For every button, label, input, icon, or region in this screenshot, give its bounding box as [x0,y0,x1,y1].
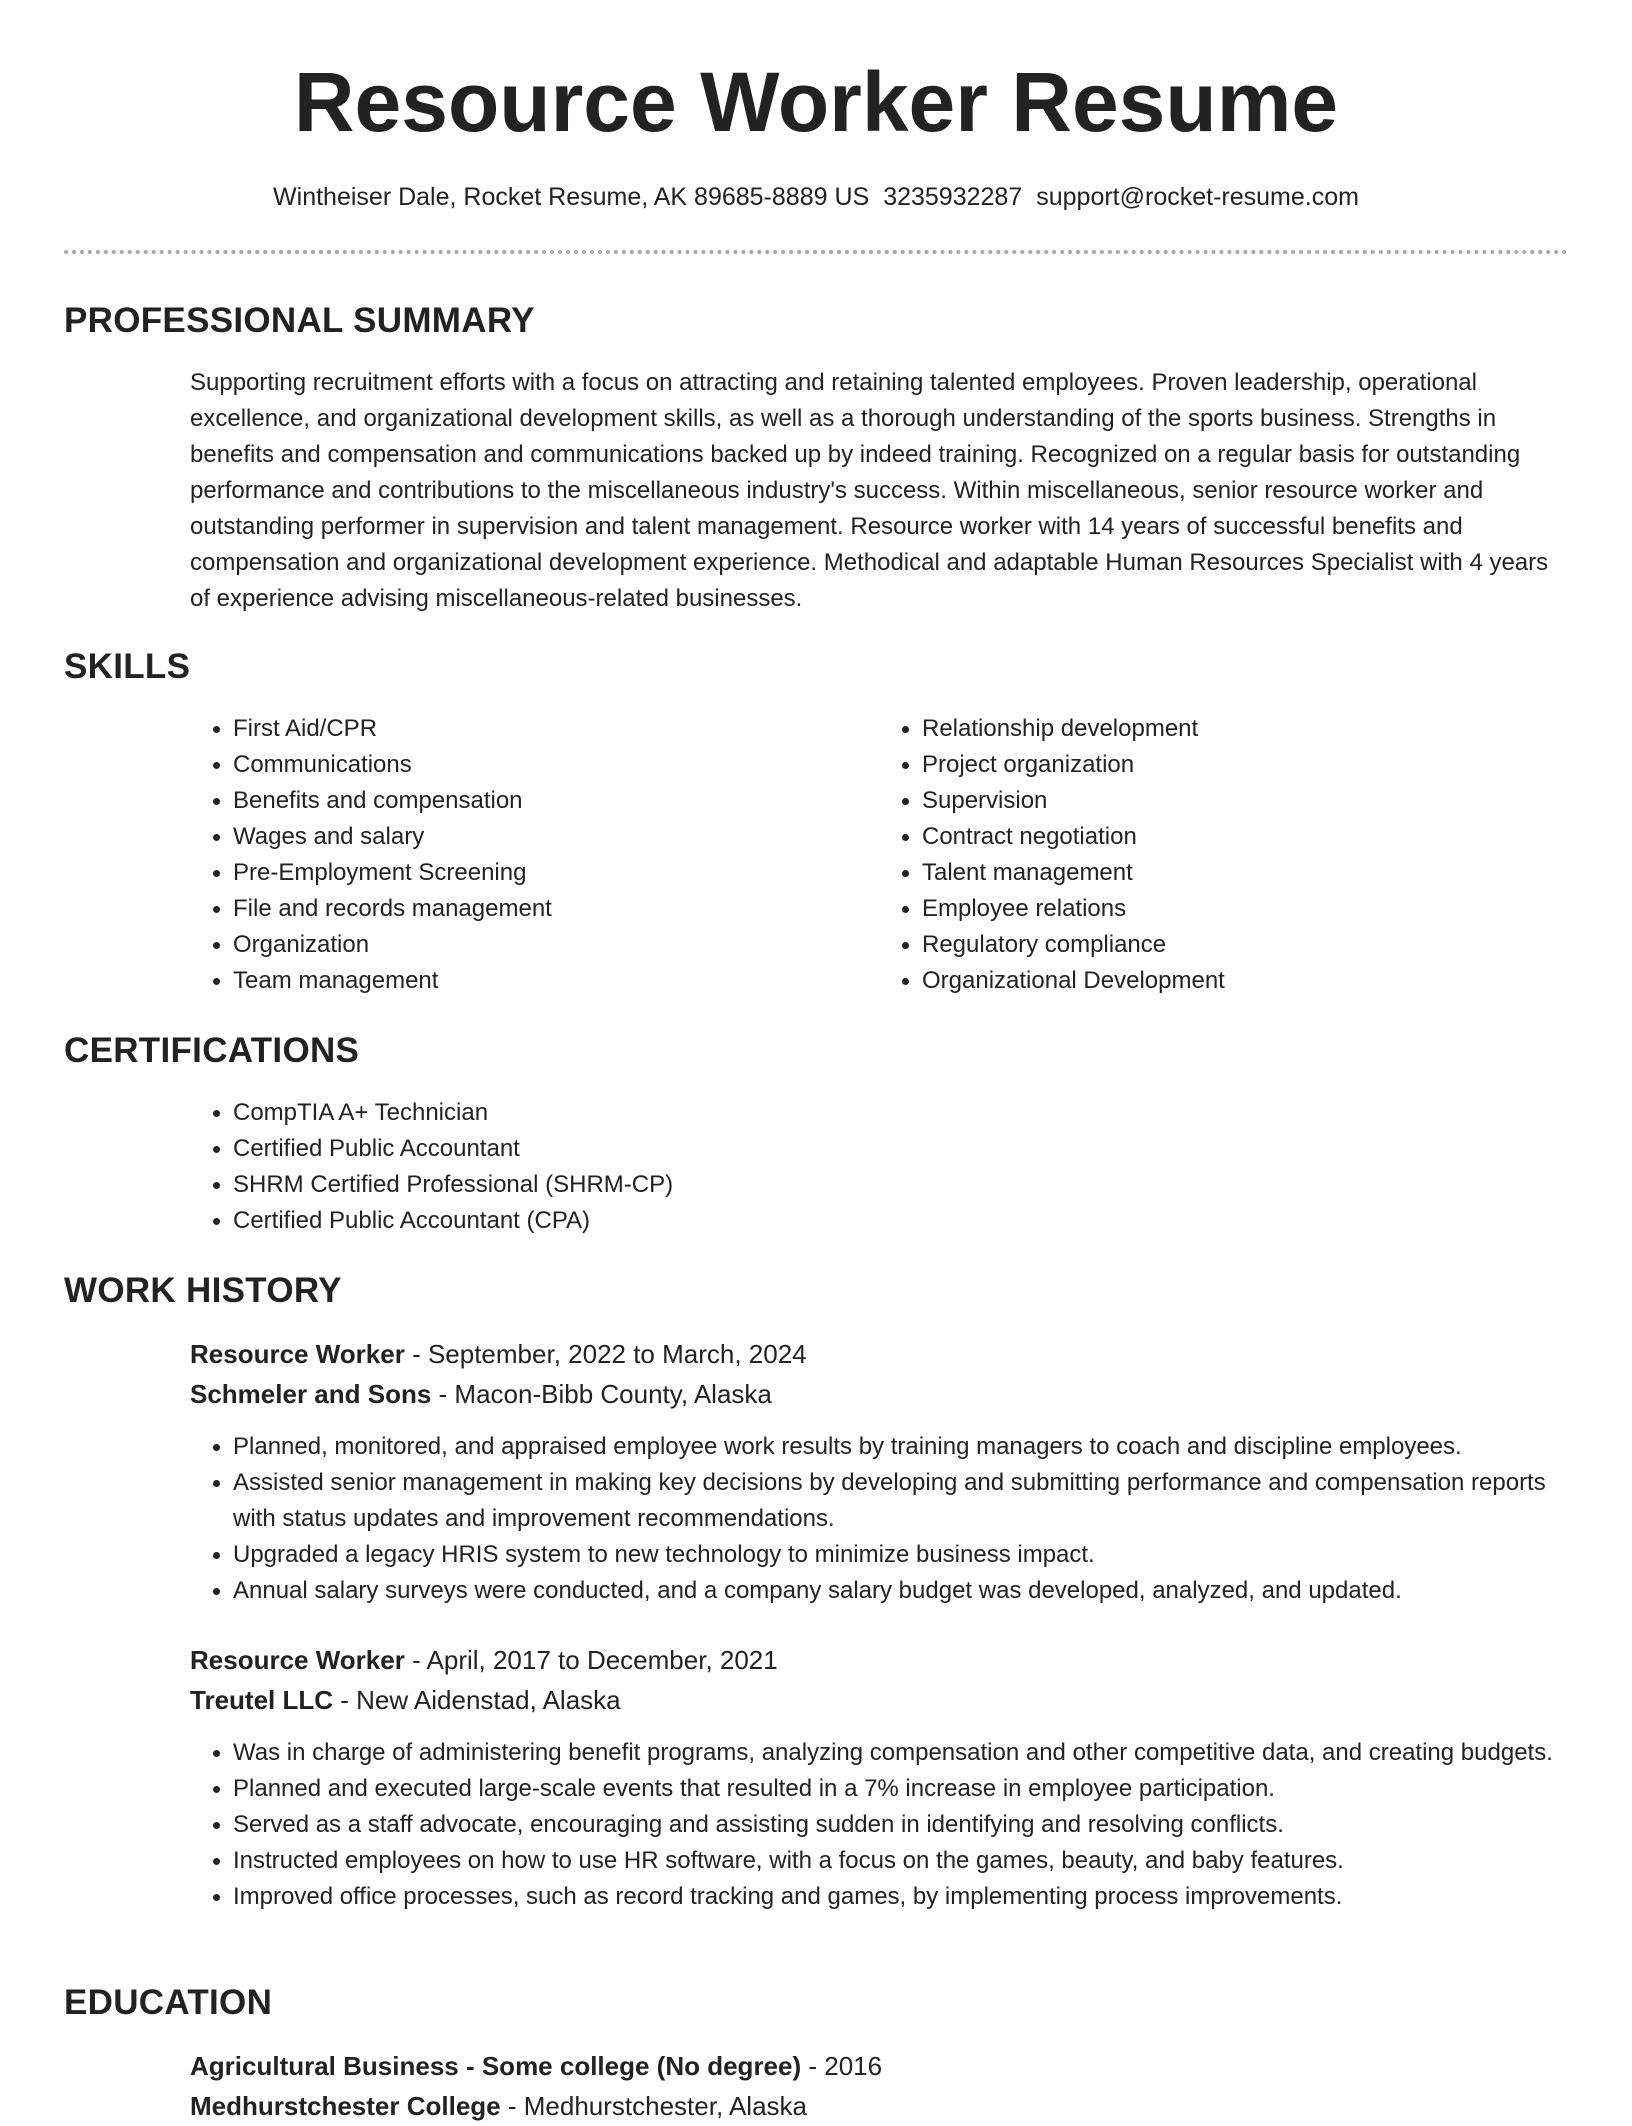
summary-section [190,365,1568,617]
contact-info [0,180,1632,214]
skill-item: • First Aid/CPR [233,711,879,747]
certification-item: • CompTIA A+ Technician [233,1095,1568,1131]
job-company: Treutel LLC [190,1685,334,1715]
skill-item: • Benefits and compensation [233,783,879,819]
job-location: - Macon-Bibb County, Alaska [431,1379,772,1409]
skill-item: • Relationship development [922,711,1568,747]
skill-item: • Employee relations [922,891,1568,927]
summary-heading: PROFESSIONAL SUMMARY [64,301,535,340]
job-bullet: • Improved office processes, such as record tracking and games, by implementing process improvements. [233,1879,1568,1915]
job-location: - New Aidenstad, Alaska [333,1685,621,1715]
certification-item: • SHRM Certified Professional (SHRM-CP) [233,1167,1568,1203]
skill-item: • Talent management [922,855,1568,891]
skills-list-right [879,711,1568,999]
job-bullet-list [190,1429,1568,1609]
certifications-section [190,1095,1568,1239]
skill-item: • Organizational Development [922,963,1568,999]
education-degree-line [190,2046,1568,2086]
job-bullet: • Was in charge of administering benefit programs, analyzing compensation and other competitive data, and creating budgets. [233,1735,1568,1771]
job-title-line [190,1334,1568,1374]
skills-list-left [190,711,879,999]
skills-heading: SKILLS [64,647,191,686]
education-location: - Medhurstchester, Alaska [500,2091,808,2121]
skill-item: • Pre-Employment Screening [233,855,879,891]
job-dates: - April, 2017 to December, 2021 [404,1645,778,1675]
job-entry [190,1640,1568,1720]
contact-phone: 3235932287 [883,183,1023,211]
job-bullet-list [190,1735,1568,1915]
job-bullets [190,1429,1568,1609]
education-heading: EDUCATION [64,1983,273,2022]
job-company: Schmeler and Sons [190,1379,432,1409]
certification-item: • Certified Public Accountant (CPA) [233,1203,1568,1239]
certifications-heading: CERTIFICATIONS [64,1031,360,1070]
certifications-list [190,1095,1568,1239]
job-title-line [190,1640,1568,1680]
education-school-line [190,2086,1568,2126]
skill-item: • Contract negotiation [922,819,1568,855]
education-degree: Agricultural Business - Some college (No degree) [190,2051,802,2081]
job-bullet: • Planned and executed large-scale events that resulted in a 7% increase in employee participation. [233,1771,1568,1807]
job-bullet: • Instructed employees on how to use HR software, with a focus on the games, beauty, and baby features. [233,1843,1568,1879]
header-divider [64,250,1568,254]
job-bullet: • Annual salary surveys were conducted, and a company salary budget was developed, analyzed, and updated. [233,1573,1568,1609]
job-dates: - September, 2022 to March, 2024 [404,1339,807,1369]
summary-text: Supporting recruitment efforts with a focus on attracting and retaining talented employees. Proven leadership, operational excellence, and organizational development skills, as well as a thorough understanding of the sports business. Strengths in benefits and compensation and communications backed up by indeed training. Recognized on a regular basis for outstanding performance and contributions to the miscellaneous industry's success. Within miscellaneous, senior resource worker and outstanding performer in supervision and talent management. Resource worker with 14 years of successful benefits and compensation and organizational development experience. Methodical and adaptable Human Resources Specialist with 4 years of experience advising miscellaneous-related businesses. [190,369,1549,612]
job-entry [190,1334,1568,1414]
job-bullet: • Assisted senior management in making key decisions by developing and submitting performance and compensation reports with status updates and improvement recommendations. [233,1465,1568,1537]
skill-item: • File and records management [233,891,879,927]
education-year: - 2016 [801,2051,883,2081]
job-title: Resource Worker [190,1339,405,1369]
job-bullets [190,1735,1568,1915]
job-bullet: • Upgraded a legacy HRIS system to new technology to minimize business impact. [233,1537,1568,1573]
certification-item: • Certified Public Accountant [233,1131,1568,1167]
education-school: Medhurstchester College [190,2091,501,2121]
skill-item: • Wages and salary [233,819,879,855]
skill-item: • Organization [233,927,879,963]
work-history-heading: WORK HISTORY [64,1271,342,1310]
education-entry [190,2046,1568,2126]
job-bullet: • Planned, monitored, and appraised employee work results by training managers to coach and discipline employees. [233,1429,1568,1465]
skills-section [190,711,1568,999]
contact-email: support@rocket-resume.com [1036,183,1359,211]
skill-item: • Team management [233,963,879,999]
job-company-line [190,1680,1568,1720]
job-bullet: • Served as a staff advocate, encouraging and assisting sudden in identifying and resolving conflicts. [233,1807,1568,1843]
skill-item: • Communications [233,747,879,783]
skill-item: • Project organization [922,747,1568,783]
resume-title: Resource Worker Resume [293,55,1339,149]
job-company-line [190,1374,1568,1414]
skill-item: • Supervision [922,783,1568,819]
job-title: Resource Worker [190,1645,405,1675]
contact-address: Wintheiser Dale, Rocket Resume, AK 89685-8889 US [273,183,870,211]
skill-item: • Regulatory compliance [922,927,1568,963]
